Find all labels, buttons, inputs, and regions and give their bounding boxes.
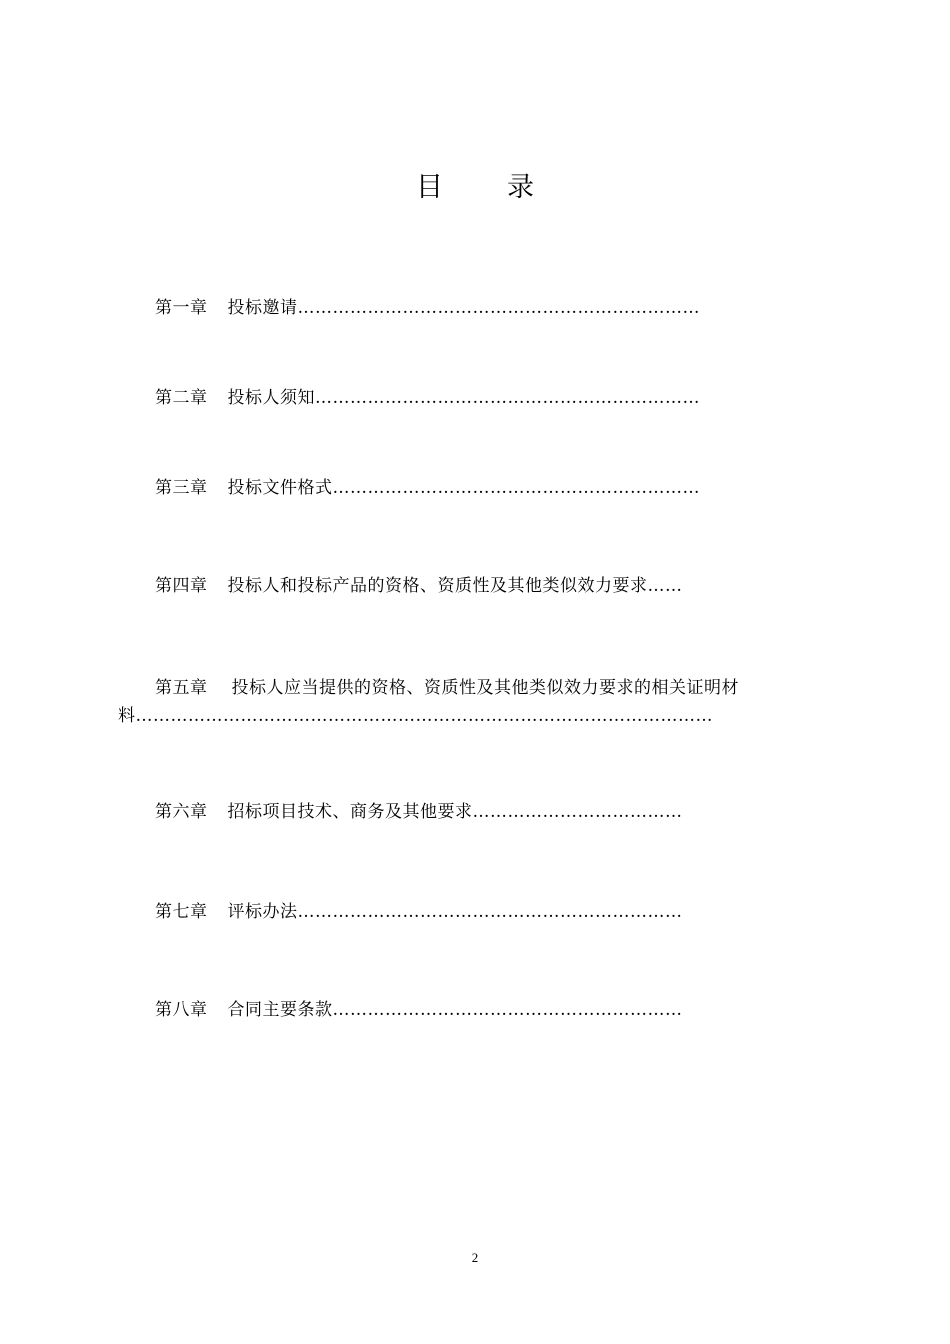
toc-entry-8[interactable] (155, 998, 683, 1022)
toc-chapter-number: 第八章 (155, 1000, 208, 1020)
toc-chapter-number: 第四章 (155, 576, 208, 596)
toc-chapter-title: 投标人须知………………………………………………………… (227, 388, 700, 408)
toc-entry-1[interactable] (155, 296, 700, 320)
toc-entry-5[interactable] (118, 674, 838, 730)
toc-chapter-number: 第三章 (155, 478, 208, 498)
toc-chapter-title: 投标人和投标产品的资格、资质性及其他类似效力要求…… (227, 576, 683, 596)
page-number: 2 (471, 1250, 479, 1265)
page-title (0, 170, 950, 206)
toc-chapter-number: 第七章 (155, 902, 208, 922)
toc-chapter-number: 第六章 (155, 802, 208, 822)
toc-chapter-title: 投标人应当提供的资格、资质性及其他类似效力要求的相关证明材 (231, 678, 739, 698)
toc-chapter-title: 投标邀请…………………………………………………………… (227, 298, 700, 318)
toc-chapter-title: 合同主要条款…………………………………………………… (227, 1000, 683, 1020)
toc-chapter-title-continued: 料……………………………………………………………………………………… (118, 706, 713, 726)
title-char-2: 录 (507, 172, 534, 203)
toc-chapter-title: 投标文件格式……………………………………………………… (227, 478, 700, 498)
toc-chapter-title: 评标办法………………………………………………………… (227, 902, 683, 922)
toc-chapter-number: 第二章 (155, 388, 208, 408)
toc-entry-6[interactable] (155, 800, 683, 824)
toc-chapter-title: 招标项目技术、商务及其他要求……………………………… (227, 802, 683, 822)
toc-entry-3[interactable] (155, 476, 700, 500)
toc-entry-7[interactable] (155, 900, 683, 924)
toc-entry-4[interactable] (155, 574, 683, 598)
toc-chapter-number: 第一章 (155, 298, 208, 318)
toc-chapter-number: 第五章 (155, 678, 208, 698)
toc-entry-2[interactable] (155, 386, 700, 410)
title-char-1: 目 (416, 172, 443, 203)
